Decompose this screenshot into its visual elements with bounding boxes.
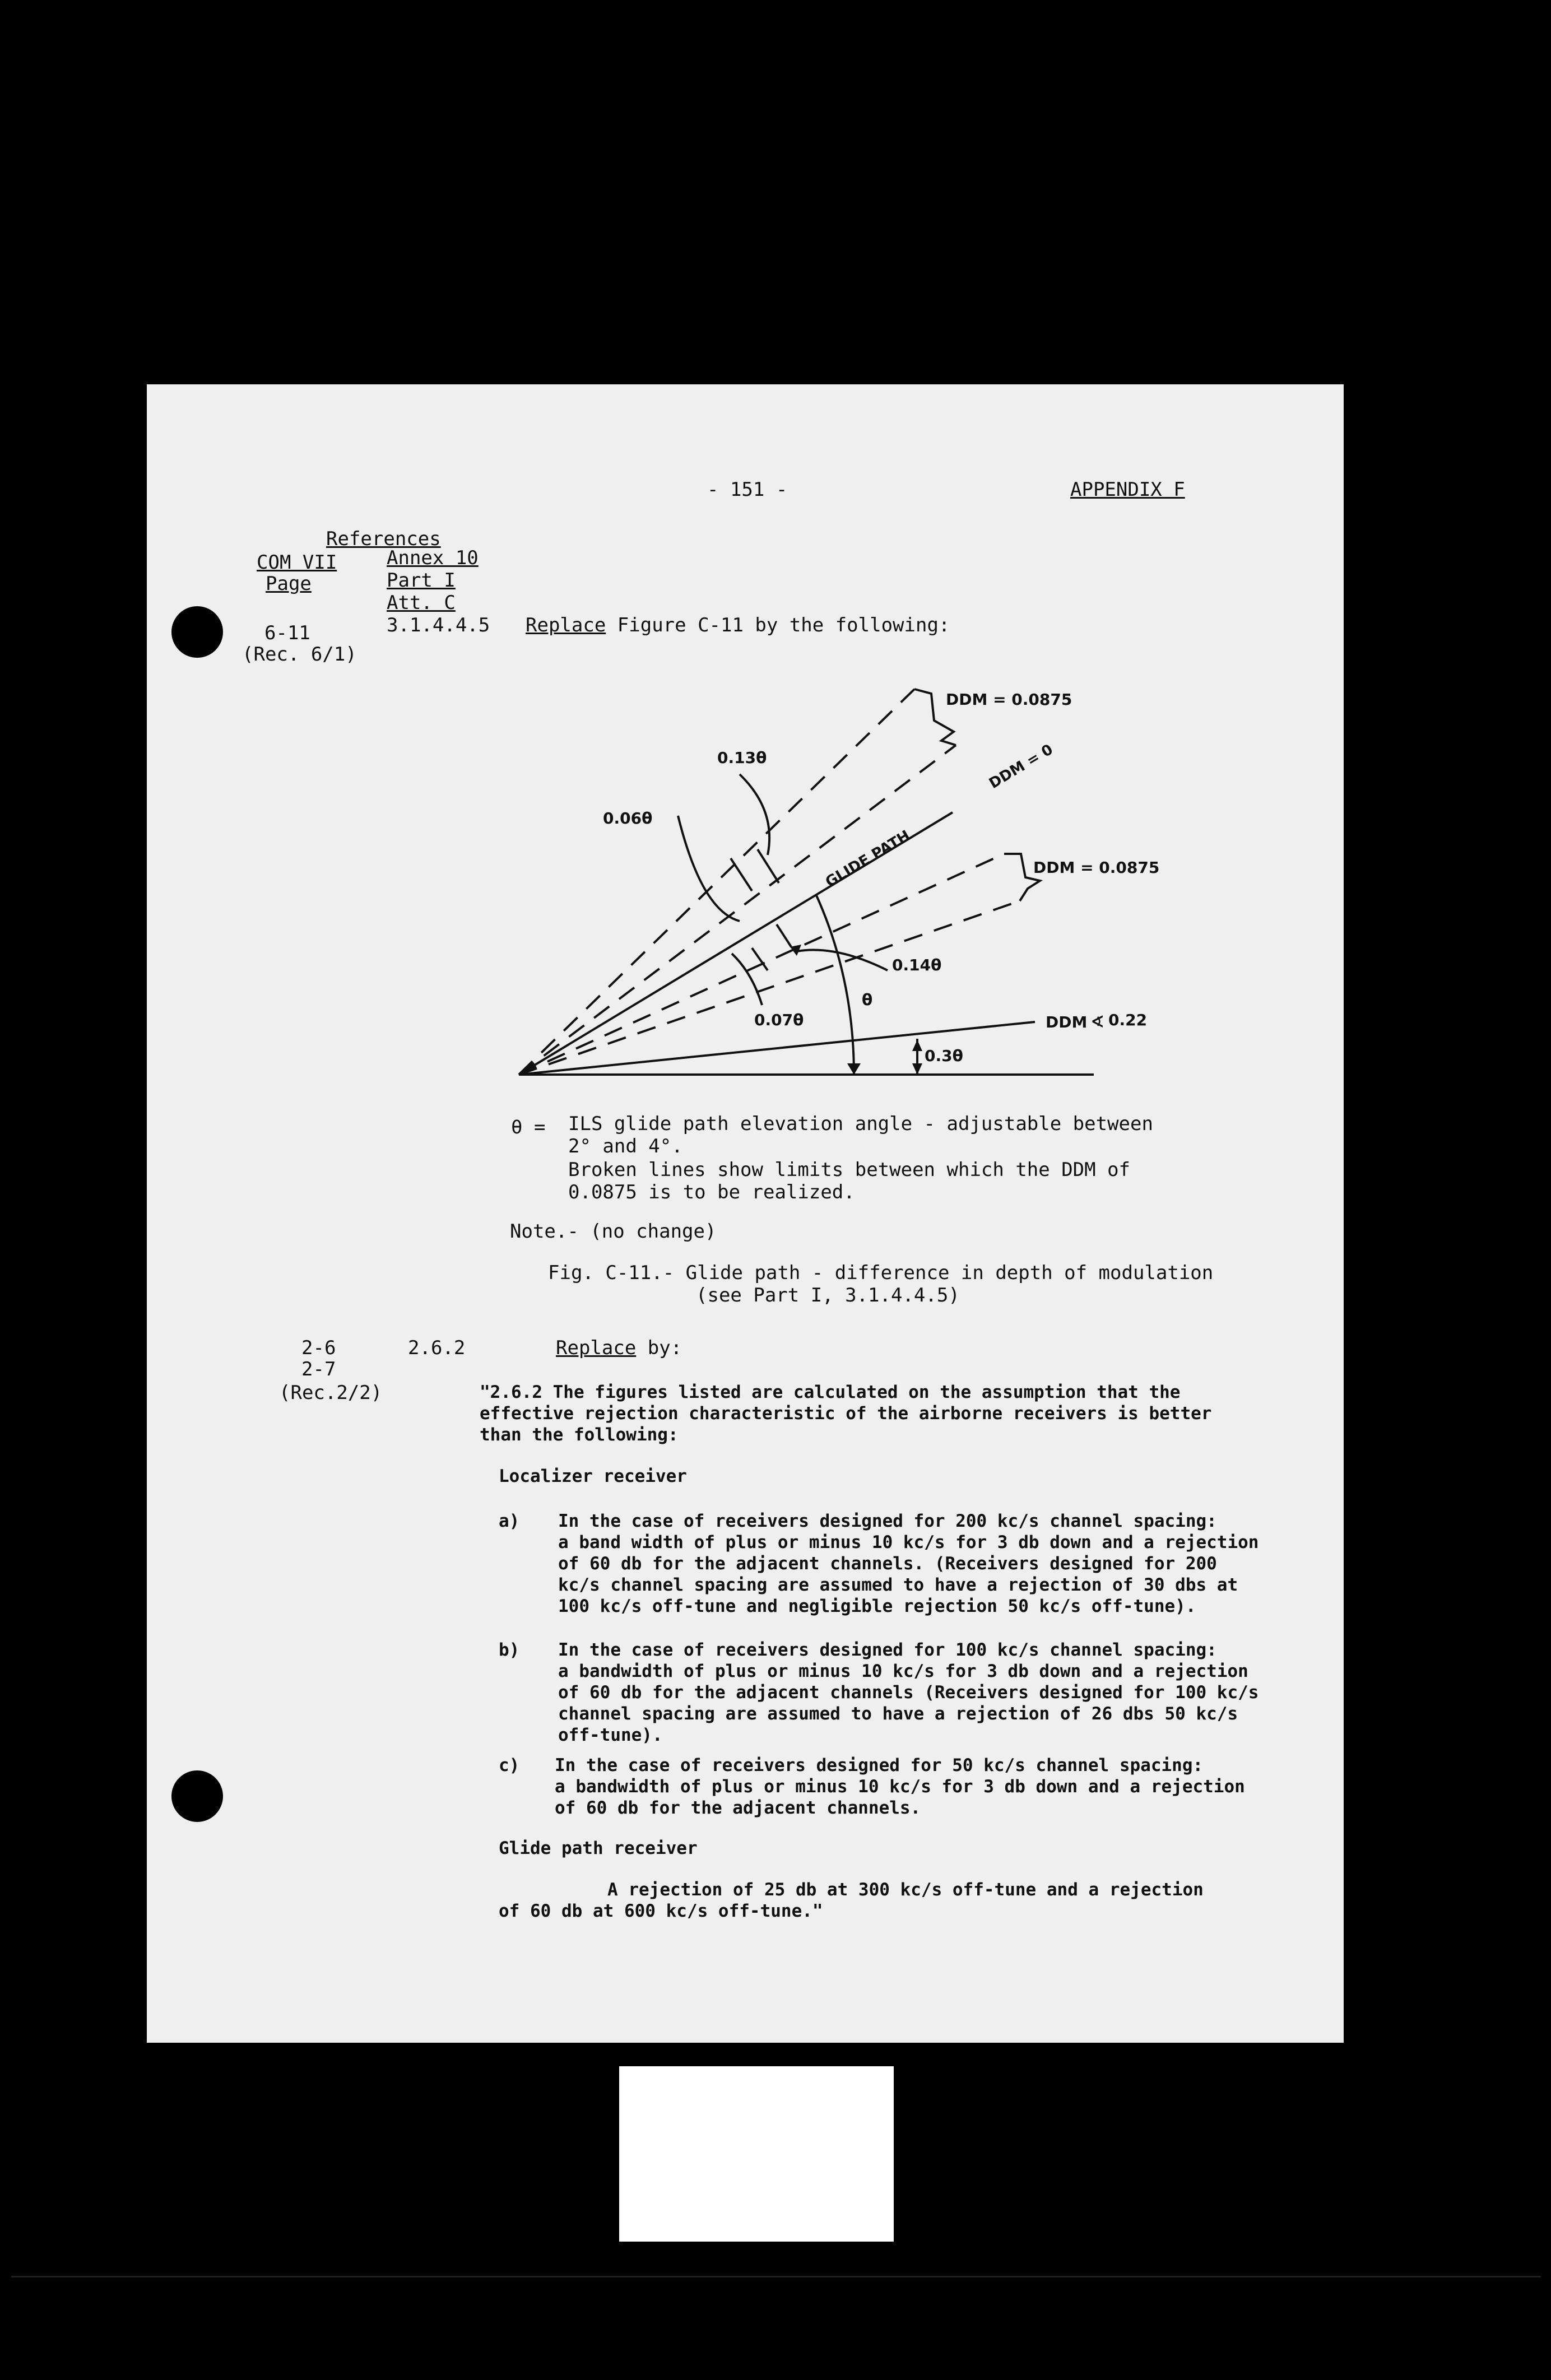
item-b-line2: a bandwidth of plus or minus 10 kc/s for 3 db down and a rejection — [558, 1661, 1248, 1681]
punch-hole-bottom — [171, 1770, 223, 1822]
item-a-line5: 100 kc/s off-tune and negligible rejection 50 kc/s off-tune). — [558, 1596, 1196, 1616]
item-a-line3: of 60 db for the adjacent channels. (Receivers designed for 200 — [558, 1554, 1217, 1574]
label-ddm-mid: DDM = 0.0875 — [1033, 858, 1160, 877]
references-col2-line1: Annex 10 — [387, 547, 479, 569]
theta-arc — [816, 894, 854, 1075]
item-b-line4: channel spacing are assumed to have a rejection of 26 dbs 50 kc/s — [558, 1704, 1238, 1724]
section2-ref-para: 2.6.2 — [408, 1337, 466, 1359]
figure-caption-line2: (see Part I, 3.1.4.4.5) — [696, 1284, 960, 1307]
page-number: - 151 - — [707, 478, 788, 501]
intro-line1: "2.6.2 The figures listed are calculated on the assumption that the — [480, 1382, 1181, 1402]
section2-ref-rec: (Rec.2/2) — [279, 1382, 383, 1404]
item-b-line1: In the case of receivers designed for 100 kc/s channel spacing: — [558, 1640, 1217, 1660]
label-03: 0.3θ — [925, 1047, 963, 1065]
figure-note: Note.- (no change) — [510, 1220, 717, 1243]
label-014: 0.14θ — [892, 956, 942, 974]
item-b-line3: of 60 db for the adjacent channels (Receivers designed for 100 kc/s — [558, 1682, 1259, 1703]
label-006: 0.06θ — [603, 809, 653, 828]
label-glide-path: GLIDE PATH — [823, 827, 913, 891]
item-c-line2: a bandwidth of plus or minus 10 kc/s for 3 db down and a rejection — [555, 1777, 1245, 1797]
blank-card — [619, 2066, 894, 2242]
instruction-verb: Replace — [526, 614, 606, 636]
glide-line1: A rejection of 25 db at 300 kc/s off-tune and a rejection — [607, 1880, 1204, 1900]
intro-line3: than the following: — [480, 1425, 679, 1445]
upper-dashed-inner — [519, 745, 956, 1075]
leader-013 — [740, 774, 769, 855]
references-row1-ref: 3.1.4.4.5 — [387, 614, 490, 636]
item-c-line1: In the case of receivers designed for 50 kc/s channel spacing: — [555, 1755, 1204, 1775]
section2-ref-pages-2: 2-7 — [301, 1358, 336, 1380]
instruction-rest: Figure C-11 by the following: — [617, 614, 950, 636]
legend-line3: Broken lines show limits between which the DDM of — [568, 1159, 1131, 1181]
arrow-theta — [847, 1063, 861, 1075]
section2-rest: by: — [647, 1337, 682, 1359]
tick-c — [731, 858, 752, 891]
legend-line2: 2° and 4°. — [568, 1135, 683, 1158]
label-ddm-low: DDM — [1046, 1013, 1088, 1031]
item-b-label: b) — [499, 1640, 520, 1660]
glide-heading: Glide path receiver — [499, 1838, 698, 1858]
label-ddm-top: DDM = 0.0875 — [946, 690, 1072, 709]
section2-verb: Replace — [556, 1337, 637, 1359]
references-row1-rec: (Rec. 6/1) — [242, 643, 357, 666]
glide-path-figure — [147, 384, 1344, 1169]
intro-line2: effective rejection characteristic of the airborne receivers is better — [480, 1403, 1212, 1424]
item-a-line4: kc/s channel spacing are assumed to have a rejection of 30 dbs at — [558, 1575, 1238, 1595]
label-013: 0.13θ — [717, 749, 767, 767]
references-row1-page: 6-11 — [264, 622, 310, 644]
item-c-line3: of 60 db for the adjacent channels. — [555, 1798, 921, 1818]
item-a-label: a) — [499, 1511, 520, 1531]
label-ddm-zero: DDM = 0 — [986, 741, 1056, 793]
tick-b — [777, 924, 791, 947]
legend-line4: 0.0875 is to be realized. — [568, 1181, 855, 1203]
section2-instruction — [556, 1337, 682, 1359]
item-b-line5: off-tune). — [558, 1725, 663, 1745]
item-a-line1: In the case of receivers designed for 200 kc/s channel spacing: — [558, 1511, 1217, 1531]
references-title: References — [326, 528, 441, 550]
references-col2-line3: Att. C — [387, 592, 456, 614]
legend-symbol: θ = — [511, 1116, 546, 1138]
item-c-label: c) — [499, 1755, 520, 1775]
references-col1-sub: Page — [266, 573, 312, 595]
label-ddm-low-value: 0.22 — [1108, 1011, 1148, 1029]
leader-007 — [732, 954, 762, 1005]
document-page — [147, 384, 1344, 2043]
arrow-03-up — [912, 1040, 922, 1051]
scan-artifact-line — [11, 2276, 1541, 2277]
lt-angle-symbol: ∢ — [1090, 1012, 1105, 1032]
arrow-03-down — [912, 1063, 922, 1075]
label-theta: θ — [862, 991, 873, 1009]
item-a-line2: a band width of plus or minus 10 kc/s for 3 db down and a rejection — [558, 1532, 1259, 1552]
glide-line2: of 60 db at 600 kc/s off-tune." — [499, 1901, 823, 1921]
upper-dashed-outer — [519, 689, 914, 1075]
appendix-label: APPENDIX F — [1070, 478, 1185, 501]
references-col1-header: COM VII — [257, 551, 337, 574]
references-col2-line2: Part I — [387, 569, 456, 592]
label-007: 0.07θ — [754, 1011, 804, 1029]
section2-ref-pages-1: 2-6 — [301, 1337, 336, 1359]
localizer-heading: Localizer receiver — [499, 1466, 687, 1486]
legend-line1: ILS glide path elevation angle - adjustable between — [568, 1113, 1153, 1135]
figure-caption-line1: Fig. C-11.- Glide path - difference in depth of modulation — [548, 1262, 1214, 1284]
